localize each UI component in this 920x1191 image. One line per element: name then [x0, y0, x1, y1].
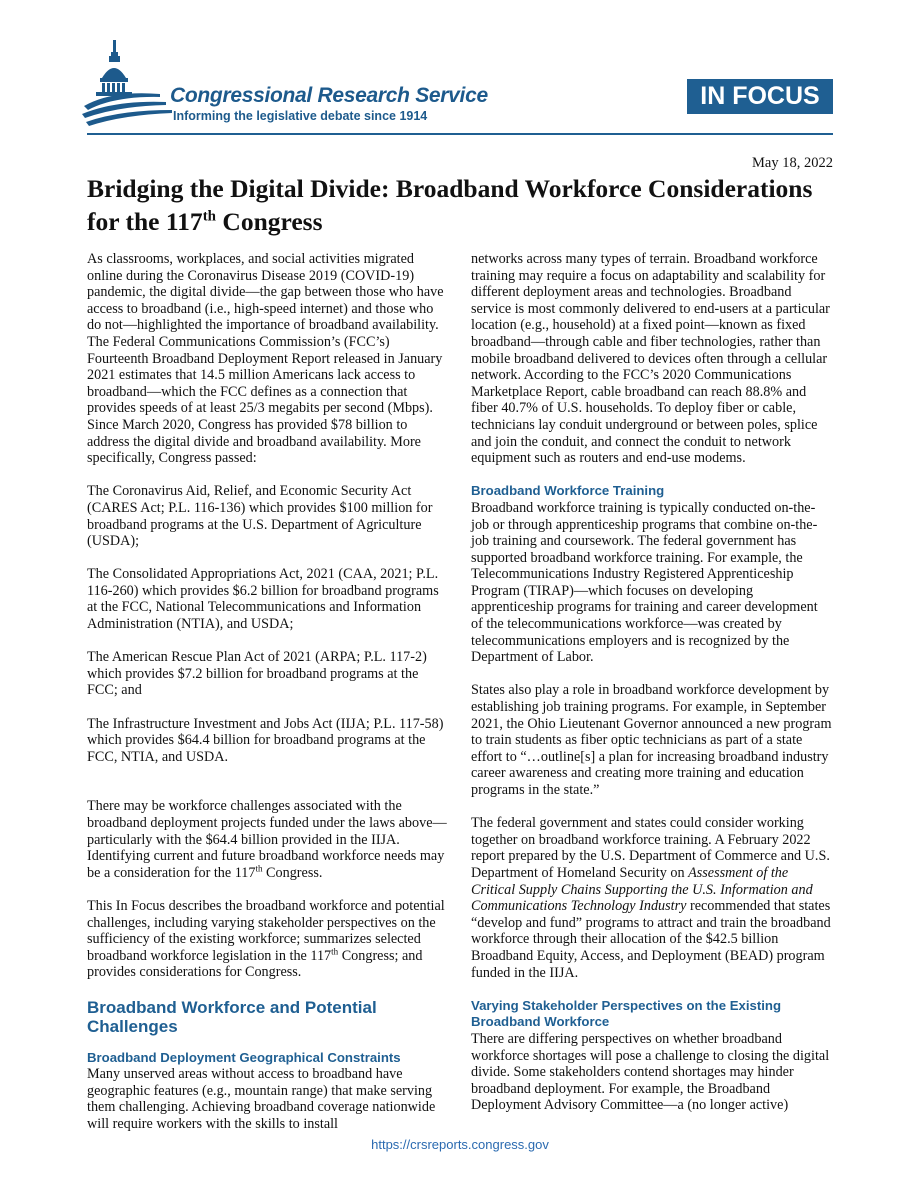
superscript: th	[331, 946, 339, 957]
text-run: The federal government and states could consider working together on broadband workforce training. A February 2022 report prepared by the U.S. Department of Commerce and U.S. Department of Homeland Security on	[471, 815, 830, 881]
report-title-italic: Assessment of the Critical Supply Chains Supporting the U.S. Information and Communications Technology Industry	[471, 864, 813, 915]
text-run: recommended that states “develop and fund” programs to attract and train the broadband workforce through their allocation of the $42.5 billion Broadband Equity, Access, and Deployment (BEAD) program funded in the IIJA.	[471, 898, 831, 981]
paragraph	[87, 898, 449, 981]
subsection-heading: Varying Stakeholder Perspectives on the Existing Broadband Workforce	[471, 997, 782, 1030]
page-title	[87, 172, 827, 238]
header	[0, 0, 920, 140]
subsection-heading: Broadband Workforce Training	[471, 483, 665, 499]
paragraph: As classrooms, workplaces, and social activities migrated online during the Coronavirus Disease 2019 (COVID-19) pandemic, the digital divide—the gap between those who have access to broadband (i.e., high-speed internet) and those who do not—highlighted the importance of broadband availability. The Federal Communications Commission’s (FCC’s) Fourteenth Broadband Deployment Report released in January 2021 estimates that 14.5 million Americans lack access to broadband—which the FCC defines as a connection that provides speeds of at least 25/3 megabits per second (Mbps). Since March 2020, Congress has provided $78 billion to address the digital divide and broadband availability. More specifically, Congress passed:	[87, 251, 444, 467]
paragraph: The Coronavirus Aid, Relief, and Economic Security Act (CARES Act; P.L. 116-136) which provides $100 million for broadband programs at the U.S. Department of Agriculture (USDA);	[87, 483, 433, 550]
text-run: This In Focus describes the broadband workforce and potential challenges, including varying stakeholder perspectives on the sufficiency of the existing workforce; summarizes selected broadband workforce legislation in the 117	[87, 897, 445, 964]
paragraph: The Consolidated Appropriations Act, 2021 (CAA, 2021; P.L. 116-260) which provides $6.2 billion for broadband programs at the FCC, National Telecommunications and Information Administration (NTIA), and USDA;	[87, 566, 439, 633]
paragraph: Broadband workforce training is typically conducted on-the-job or through apprenticeship programs that combine on-the-job training and coursework. The federal government has supported broadband workforce training. For example, the Telecommunications Industry Registered Apprenticeship Program (TIRAP)—which focuses on developing apprenticeship programs for training and career development of the telecommunications workforce—was created by telecommunications employers and is recognized by the Department of Labor.	[471, 499, 818, 666]
text-run: Congress.	[262, 864, 323, 881]
left-column	[87, 251, 449, 1133]
superscript: th	[255, 863, 263, 874]
text-run: There may be workforce challenges associated with the broadband deployment projects funded under the laws above—particularly with the $64.4 billion provided in the IIJA. Identifying current and future broadband workforce needs may be a consideration for the 117	[87, 798, 447, 881]
org-name: Congressional Research Service	[170, 84, 488, 107]
capitol-dome-logo-icon	[82, 40, 174, 128]
header-divider	[87, 133, 833, 135]
title-tail: Congress	[216, 207, 323, 236]
org-tagline: Informing the legislative debate since 1914	[173, 109, 428, 123]
paragraph: The American Rescue Plan Act of 2021 (ARPA; P.L. 117-2) which provides $7.2 billion for broadband programs at the FCC; and	[87, 649, 427, 699]
title-sup: th	[202, 208, 217, 225]
report-date: May 18, 2022	[752, 155, 833, 171]
right-column	[471, 251, 833, 1114]
title-main: Bridging the Digital Divide: Broadband Workforce Considerations for the 117	[87, 174, 813, 236]
paragraph: Many unserved areas without access to broadband have geographic features (e.g., mountain range) that make serving them challenging. Achieving broadband coverage nationwide will require workers with the skills to install	[87, 1066, 436, 1132]
subsection-heading: Broadband Deployment Geographical Constraints	[87, 1049, 401, 1065]
section-heading: Broadband Workforce and Potential Challenges	[87, 997, 377, 1036]
footer-url-link[interactable]: https://crsreports.congress.gov	[371, 1137, 549, 1152]
paragraph: The Infrastructure Investment and Jobs Act (IIJA; P.L. 117-58) which provides $64.4 billion for broadband programs at the FCC, NTIA, and USDA.	[87, 715, 444, 765]
paragraph: States also play a role in broadband workforce development by establishing job training programs. For example, in September 2021, the Ohio Lieutenant Governor announced a new program to train students as fiber optic technicians as part of a state effort to “…outline[s] a plan for increasing broadband industry career awareness and creating more training and education programs in the state.”	[471, 682, 832, 798]
in-focus-badge: IN FOCUS	[687, 79, 833, 114]
text-run: Congress; and provides considerations for Congress.	[87, 947, 423, 981]
paragraph	[471, 815, 833, 981]
paragraph	[87, 798, 449, 881]
paragraph: networks across many types of terrain. Broadband workforce training may require a focus on adaptability and scalability for different deployment areas and technologies. Broadband service is most commonly delivered to end-users at a particular location (e.g., household) at a fixed point—known as fixed broadband—through cable and fiber technologies, rather than mobile broadband delivered to devices often through a cellular network. According to the FCC’s 2020 Communications Marketplace Report, cable broadband can reach 88.8% and fiber 40.7% of U.S. households. To deploy fiber or cable, technicians lay conduit underground or between poles, splice and join the conduit, and connect the conduit to network equipment such as routers and end-use modems.	[471, 251, 830, 467]
paragraph: There are differing perspectives on whether broadband workforce shortages will pose a challenge to closing the digital divide. Some stakeholders contend shortages may hinder broadband deployment. For example, the Broadband Deployment Advisory Committee—a (no longer active)	[471, 1030, 830, 1114]
